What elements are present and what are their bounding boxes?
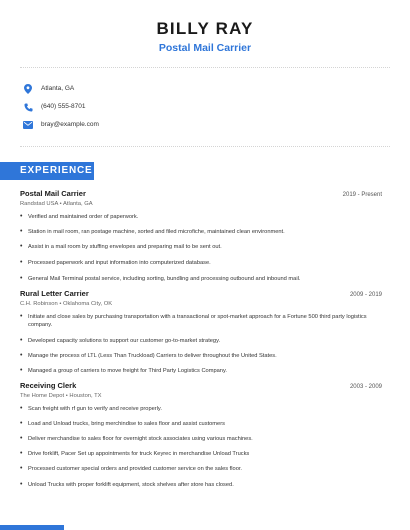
email-text: bray@example.com (41, 121, 99, 128)
job-dates: 2019 - Present (342, 192, 382, 198)
bullet-item: • Unload Trucks with proper forklift equipment, stock shelves after store has closed. (20, 481, 234, 488)
resume-header (0, 0, 410, 55)
job-dates: 2009 - 2019 (349, 292, 382, 298)
job-dates: 2003 - 2009 (349, 384, 382, 390)
bullet-item: • Developed capacity solutions to support our customer go-to-market strategy. (20, 337, 221, 344)
job-title-headline: Postal Mail Carrier (158, 42, 252, 54)
job-title: Rural Letter Carrier (20, 289, 89, 298)
bullet-item: • Verified and maintained order of paperwork. (20, 213, 139, 220)
contact-email (22, 119, 99, 131)
bullet-item: • Station in mail room, ran postage machine, sorted and filed microfiche, maintained clean environment. (20, 228, 285, 235)
bullet-item: • Processed customer special orders and provided customer service on the sales floor. (20, 465, 243, 472)
bullet-item: • Manage the process of LTL (Less Than Truckload) Carriers to deliver throughout the United States. (20, 352, 277, 359)
next-section-heading-bar (0, 525, 64, 530)
job-entry (20, 189, 382, 282)
bullet-item: • Deliver merchandise to sales floor for overnight stock associates using various machines. (20, 435, 253, 442)
job-title: Postal Mail Carrier (20, 189, 86, 198)
bullet-item: • General Mail Terminal postal service, including sorting, bundling and processing outbound and inbound mail. (20, 275, 301, 282)
phone-icon (22, 101, 34, 113)
job-company: The Home Depot (20, 393, 65, 399)
bullet-item: • Drive forklift, Pacer Set up appointments for truck Keyrec in merchandise Unload Trucks (20, 450, 250, 457)
divider (20, 67, 390, 68)
location-text: Atlanta, GA (41, 85, 75, 92)
phone-text: (640) 555-8701 (41, 103, 86, 110)
location-pin-icon (22, 83, 34, 95)
job-entry (20, 381, 382, 488)
divider (20, 146, 390, 147)
job-company-line: C.H. Robinson • Oklahoma City, OK (20, 301, 113, 307)
bullet-item: • Assist in a mail room by stuffing envelopes and preparing mail to be sent out. (20, 243, 222, 250)
job-company: Randstad USA (20, 201, 59, 207)
job-location: Oklahoma City, OK (62, 301, 113, 307)
contact-location (22, 83, 74, 95)
job-company-line: The Home Depot • Houston, TX (20, 393, 102, 399)
job-entry (20, 289, 382, 374)
job-location: Houston, TX (69, 393, 102, 399)
bullet-item: • Load and Unload trucks, bring merchindise to sales floor and assist customers (20, 420, 225, 427)
job-title: Receiving Clerk (20, 381, 77, 390)
bullet-item: • Initiate and close sales by purchasing transportation with a transactional or spot-market approach for a Fortune 500 third party logistics company. (20, 313, 367, 328)
email-icon (22, 119, 34, 131)
bullet-item: • Scan freight with rf gun to verify and receive properly. (20, 405, 162, 412)
candidate-name: BILLY RAY (156, 19, 254, 38)
section-heading-experience: EXPERIENCE (0, 162, 94, 180)
bullet-item: • Managed a group of carriers to move freight for Third Party Logistics Company. (20, 367, 227, 374)
job-company-line: Randstad USA • Atlanta, GA (20, 201, 93, 207)
job-company: C.H. Robinson (20, 301, 58, 307)
job-location: Atlanta, GA (62, 201, 93, 207)
contact-phone (22, 101, 85, 113)
bullet-item: • Processed paperwork and input information into computerized database. (20, 259, 211, 266)
